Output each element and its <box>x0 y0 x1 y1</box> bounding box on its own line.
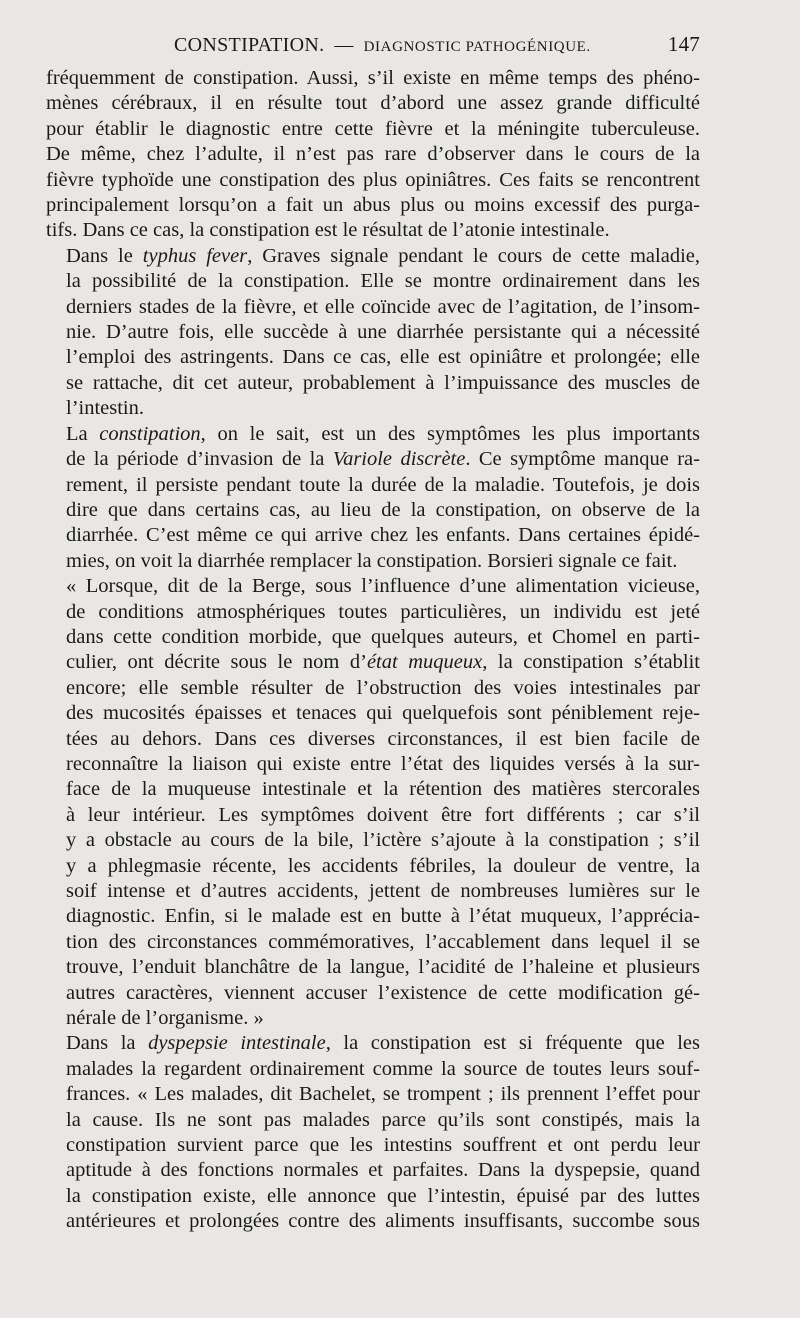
text-line: principalement lorsqu’on a fait un abus plus ou moins excessif des purga- <box>46 194 700 217</box>
text-line: fréquemment de constipation. Aussi, s’il existe en même temps des phéno- <box>46 67 700 89</box>
text-line: tion des circonstances commémoratives, l’accablement dans lequel il se <box>66 930 700 953</box>
text-line: diarrhée. C’est même ce qui arrive chez les enfants. Dans certaines épidé- <box>66 524 700 547</box>
text-line: des mucosités épaisses et tenaces qui quelquefois sont péniblement reje- <box>66 702 700 725</box>
text-line: trouve, l’enduit blanchâtre de la langue, l’acidité de l’haleine et plusieurs <box>66 956 700 979</box>
running-header <box>174 32 700 60</box>
text-line: y a obstacle au cours de la bile, l’ictère s’ajoute à la constipation ; s’il <box>66 829 700 852</box>
text-line: nie. D’autre fois, elle succède à une diarrhée persistante qui a nécessité <box>66 321 700 344</box>
text-line: diagnostic. Enfin, si le malade est en butte à l’état muqueux, l’apprécia- <box>66 905 700 928</box>
text-line: à leur intérieur. Les symptômes doivent être fort différents ; car s’il <box>66 803 700 826</box>
paragraph <box>46 66 700 244</box>
text-line: aptitude à des fonctions normales et parfaites. Dans la dyspepsie, quand <box>66 1159 700 1182</box>
text-line: malades la regardent ordinairement comme la source de toutes leurs souf- <box>66 1057 700 1080</box>
text-line: Dans la dyspepsie intestinale, la constipation est si fréquente que les <box>66 1032 701 1055</box>
text-line: la possibilité de la constipation. Elle se montre ordinairement dans les <box>66 270 700 293</box>
text-line: se rattache, dit cet auteur, probablement à l’impuissance des muscles de <box>66 371 700 394</box>
text-line: la constipation existe, elle annonce que l’intestin, épuisé par des luttes <box>66 1184 700 1207</box>
text-line: reconnaître la liaison qui existe entre l’état des liquides versés à la sur- <box>66 752 700 775</box>
text-line: nérale de l’organisme. » <box>66 1007 264 1030</box>
page-number: 147 <box>667 32 700 56</box>
header-section: DIAGNOSTIC PATHOGÉNIQUE. <box>363 39 591 55</box>
text-line: « Lorsque, dit de la Berge, sous l’influence d’une alimentation vicieuse, <box>66 575 700 598</box>
text-line: face de la muqueuse intestinale et la rétention des matières stercorales <box>66 778 700 801</box>
paragraph <box>46 574 700 1031</box>
paragraph <box>46 244 700 422</box>
paragraph <box>46 1031 700 1234</box>
text-line: culier, ont décrite sous le nom d’état muqueux, la constipation s’établit <box>66 651 700 674</box>
body-text <box>46 66 700 1235</box>
header-dash: — <box>334 35 354 56</box>
text-line: la cause. Ils ne sont pas malades parce qu’ils sont constipés, mais la <box>66 1108 700 1131</box>
text-line: autres caractères, viennent accuser l’existence de cette modification gé- <box>66 981 700 1004</box>
paragraph <box>46 422 700 574</box>
text-line: encore; elle semble résulter de l’obstruction des voies intestinales par <box>66 676 700 699</box>
header-chapter: CONSTIPATION. <box>174 34 325 56</box>
text-line: frances. « Les malades, dit Bachelet, se trompent ; ils prennent l’effet pour <box>66 1083 700 1106</box>
text-line: constipation survient parce que les intestins souffrent et ont perdu leur <box>66 1134 700 1157</box>
text-line: dans cette condition morbide, que quelques auteurs, et Chomel en parti- <box>66 625 700 648</box>
text-line: l’intestin. <box>66 397 145 420</box>
text-line: fièvre typhoïde une constipation des plus opiniâtres. Ces faits se rencontrent <box>46 168 700 191</box>
text-line: soif intense et d’autres accidents, jettent de nombreuses lumières sur le <box>66 880 700 902</box>
text-line: de conditions atmosphériques toutes particulières, un individu est jeté <box>66 600 700 623</box>
text-line: tifs. Dans ce cas, la constipation est le résultat de l’atonie intestinale. <box>46 219 610 242</box>
text-line: La constipation, on le sait, est un des symptômes les plus importants <box>66 422 700 445</box>
text-line: derniers stades de la fièvre, et elle coïncide avec de l’agitation, de l’insom- <box>66 295 700 318</box>
text-line: mies, on voit la diarrhée remplacer la constipation. Borsieri signale ce fait. <box>66 549 678 572</box>
text-line: l’emploi des astringents. Dans ce cas, elle est opiniâtre et prolongée; elle <box>66 346 700 369</box>
text-line: mènes cérébraux, il en résulte tout d’abord une assez grande difficulté <box>46 92 700 115</box>
text-line: rement, il persiste pendant toute la durée de la maladie. Toutefois, je dois <box>66 473 700 496</box>
text-line: y a phlegmasie récente, les accidents fébriles, la douleur de ventre, la <box>66 854 700 877</box>
text-line: tées au dehors. Dans ces diverses circonstances, il est bien facile de <box>66 727 700 750</box>
text-line: De même, chez l’adulte, il n’est pas rare d’observer dans le cours de la <box>46 143 700 166</box>
text-line: pour établir le diagnostic entre cette fièvre et la méningite tuberculeuse. <box>46 117 700 140</box>
text-line: de la période d’invasion de la Variole discrète. Ce symptôme manque ra- <box>66 448 700 471</box>
text-line: dire que dans certains cas, au lieu de la constipation, on observe de la <box>66 498 700 521</box>
text-line: antérieures et prolongées contre des aliments insuffisants, succombe sous <box>66 1210 700 1233</box>
text-line: Dans le typhus fever, Graves signale pendant le cours de cette maladie, <box>66 244 700 267</box>
